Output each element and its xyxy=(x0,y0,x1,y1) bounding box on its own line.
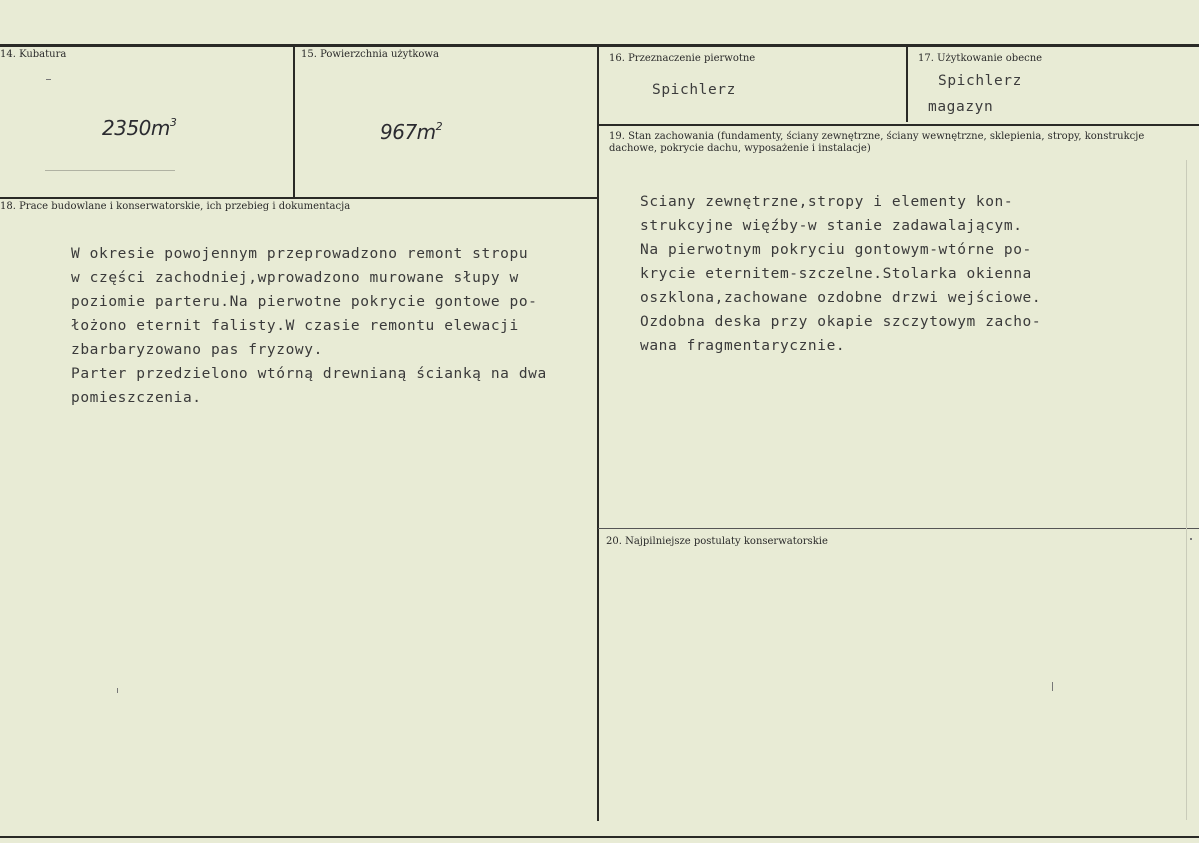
field-15-number: 967m xyxy=(380,120,436,144)
field-15-unit-exponent: 2 xyxy=(435,120,443,133)
field-15-value xyxy=(380,120,442,144)
field-17-value-line2: magazyn xyxy=(928,99,994,115)
field-19-text: Sciany zewnętrzne,stropy i elementy kon- strukcyjne więźby-w stanie zadawalającym. Na pierwotnym pokryciu gontowym-wtórne po- krycie eternitem-szczelne.Stolarka okienna oszklona,zachowane ozdobne drzwi wejściowe. Ozdobna deska przy okapie szczytowym zacho- wana fragmentarycznie. xyxy=(640,194,1042,354)
field-14-unit-exponent: 3 xyxy=(169,116,177,129)
rule-under-14-15 xyxy=(0,197,598,199)
paper-speck xyxy=(1052,682,1053,691)
field-19-label: 19. Stan zachowania (fundamenty, ściany zewnętrzne, ściany wewnętrzne, sklepienia, stropy, konstrukcje dachowe, pokrycie dachu, wyposażenie i instalacje) xyxy=(609,131,1145,154)
field-16-value: Spichlerz xyxy=(652,82,736,98)
rule-above-20 xyxy=(598,528,1199,529)
divider-14-15 xyxy=(293,46,295,198)
field-20-label: 20. Najpilniejsze postulaty konserwatorskie xyxy=(606,536,828,547)
pencil-mark xyxy=(45,170,175,171)
field-14-number: 2350m xyxy=(102,116,170,140)
field-18-text: W okresie powojennym przeprowadzono remont stropu w części zachodniej,wprowadzono murowane słupy w poziomie parteru.Na pierwotne pokrycie gontowe po- łożono eternit falisty.W czasie remontu elewacji zbarbaryzowano pas fryzowy. Parter przedzielono wtórną drewnianą ścianką na dwa pomieszczenia. xyxy=(71,246,547,406)
center-divider xyxy=(597,46,599,821)
pencil-mark xyxy=(46,79,51,80)
field-18-label: 18. Prace budowlane i konserwatorskie, ich przebieg i dokumentacja xyxy=(0,201,351,212)
field-16-label: 16. Przeznaczenie pierwotne xyxy=(609,53,756,64)
field-17-label: 17. Użytkowanie obecne xyxy=(918,53,1043,64)
field-17-value-line1: Spichlerz xyxy=(938,73,1022,89)
bottom-rule xyxy=(0,836,1199,838)
field-14-label: 14. Kubatura xyxy=(0,49,67,60)
paper-speck xyxy=(1190,538,1192,540)
rule-under-16-17 xyxy=(598,124,1199,126)
field-15-label: 15. Powierzchnia użytkowa xyxy=(301,49,439,60)
paper-speck xyxy=(1186,160,1187,820)
divider-16-17 xyxy=(906,46,908,122)
top-rule xyxy=(0,44,1199,47)
field-14-value xyxy=(102,116,176,140)
paper-speck xyxy=(117,688,118,693)
